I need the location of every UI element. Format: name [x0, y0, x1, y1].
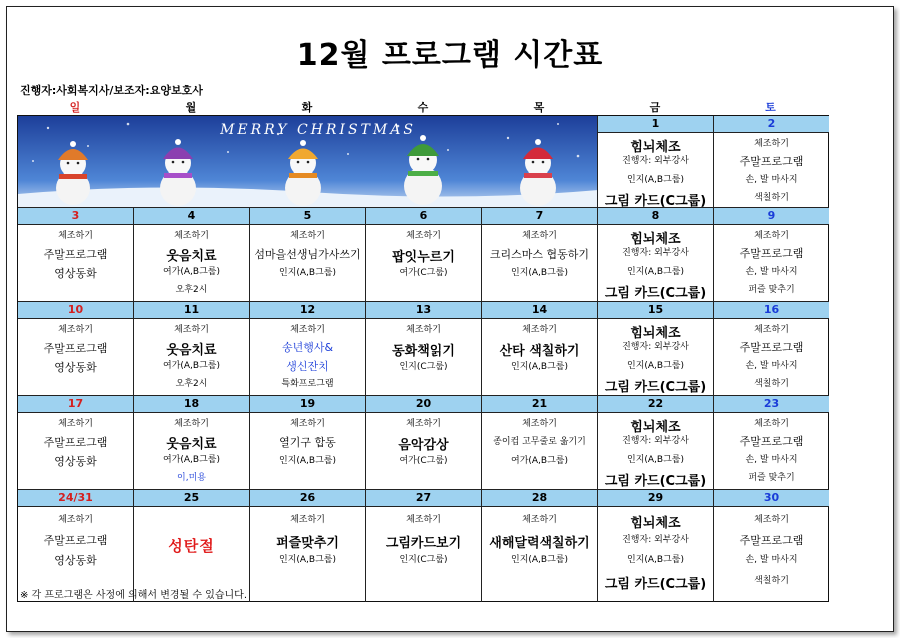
program-text: 인지(C그룹) [399, 555, 448, 565]
program-text: 주말프로그램 [739, 534, 804, 547]
date-number: 17 [18, 396, 133, 413]
program-text: 주말프로그램 [43, 248, 108, 261]
program-text: 힘뇌체조 [630, 232, 681, 247]
program-text: 손, 발 마사지 [745, 361, 798, 371]
program-text: 그림 카드(C그룹) [604, 286, 707, 301]
day-cell [714, 116, 829, 208]
program-text: 인지(C그룹) [399, 362, 448, 372]
program-text: 이,미용 [177, 473, 206, 483]
program-text: 퍼즐 맞추기 [748, 473, 795, 483]
program-text: 인지(A,B그룹) [279, 456, 336, 466]
program-text: 손, 발 마사지 [745, 267, 798, 277]
program-text: 체조하기 [406, 325, 441, 335]
program-text: 주말프로그램 [43, 342, 108, 355]
weekday-5: 금 [649, 101, 661, 114]
day-cell [482, 302, 598, 396]
date-number: 25 [134, 490, 249, 507]
day-cell [598, 208, 714, 302]
day-cell [598, 302, 714, 396]
staff-info: 진행자:사회복지사/보조자:요양보호사 [20, 84, 203, 97]
program-text: 웃음치료 [166, 343, 217, 358]
program-text: 여가(C그룹) [399, 268, 448, 278]
program-text: 특화프로그램 [281, 379, 334, 389]
program-text: 체조하기 [754, 419, 789, 429]
program-text: 색칠하기 [754, 379, 789, 389]
date-number: 4 [134, 208, 249, 225]
day-cell [714, 208, 829, 302]
program-text: 체조하기 [754, 515, 789, 525]
program-text: 생신잔치 [286, 360, 329, 373]
date-number: 29 [598, 490, 713, 507]
program-text: 영상동화 [54, 361, 97, 374]
program-text: 주말프로그램 [739, 435, 804, 448]
program-text: 힘뇌체조 [630, 140, 681, 155]
program-text: 체조하기 [522, 515, 557, 525]
program-text: 인지(A,B그룹) [279, 555, 336, 565]
program-text: 인지(A,B그룹) [511, 268, 568, 278]
program-text: 인지(A,B그룹) [511, 555, 568, 565]
program-text: 영상동화 [54, 554, 97, 567]
day-cell [366, 490, 482, 602]
date-number: 19 [250, 396, 365, 413]
program-text: 새해달력색칠하기 [489, 536, 590, 551]
program-text: 음악감상 [398, 438, 449, 453]
program-text: 체조하기 [754, 325, 789, 335]
day-cell [598, 116, 714, 208]
program-text: 송년행사& [281, 341, 334, 354]
program-text: 힘뇌체조 [630, 516, 681, 531]
day-cell [366, 396, 482, 490]
program-text: 진행자: 외부강사 [622, 248, 689, 258]
date-number: 11 [134, 302, 249, 319]
page-title: 12월 프로그램 시간표 [296, 38, 604, 73]
program-text: 그림카드보기 [385, 536, 462, 551]
program-text: 체조하기 [406, 515, 441, 525]
program-text: 손, 발 마사지 [745, 455, 798, 465]
weekday-6: 토 [765, 101, 776, 114]
date-number: 18 [134, 396, 249, 413]
program-text: 인지(A,B그룹) [627, 361, 684, 371]
program-text: 체조하기 [58, 231, 93, 241]
program-text: 영상동화 [54, 455, 97, 468]
program-text: 체조하기 [522, 419, 557, 429]
program-text: 체조하기 [406, 419, 441, 429]
program-text: 힘뇌체조 [630, 420, 681, 435]
date-number: 27 [366, 490, 481, 507]
weekday-3: 수 [417, 101, 429, 114]
program-text: 체조하기 [290, 515, 325, 525]
date-number: 9 [714, 208, 829, 225]
day-cell [366, 208, 482, 302]
program-text: 동화책읽기 [392, 344, 455, 359]
program-text: 오후2시 [175, 285, 208, 295]
day-cell [250, 208, 366, 302]
day-cell [18, 396, 134, 490]
program-text: 진행자: 외부강사 [622, 535, 689, 545]
program-text: 주말프로그램 [43, 534, 108, 547]
weekday-4: 목 [533, 101, 545, 114]
program-text: 체조하기 [290, 325, 325, 335]
program-text: 퍼즐 맞추기 [748, 285, 795, 295]
program-text: 그림 카드(C그룹) [604, 474, 707, 489]
program-text: 산타 색칠하기 [499, 344, 580, 359]
day-cell [250, 490, 366, 602]
date-number: 21 [482, 396, 597, 413]
program-text: 체조하기 [174, 419, 209, 429]
day-cell [482, 396, 598, 490]
date-number: 24/31 [18, 490, 133, 507]
day-cell [714, 396, 829, 490]
program-text: 손, 발 마사지 [745, 555, 798, 565]
program-text: 인지(A,B그룹) [627, 455, 684, 465]
day-cell [134, 396, 250, 490]
program-text: 인지(A,B그룹) [279, 268, 336, 278]
program-text: 체조하기 [754, 231, 789, 241]
day-cell [714, 490, 829, 602]
date-number: 10 [18, 302, 133, 319]
day-cell [18, 302, 134, 396]
day-cell [482, 208, 598, 302]
date-number: 8 [598, 208, 713, 225]
date-number: 14 [482, 302, 597, 319]
program-text: 체조하기 [522, 231, 557, 241]
date-number: 7 [482, 208, 597, 225]
weekday-1: 월 [185, 101, 197, 114]
program-text: 체조하기 [406, 231, 441, 241]
day-cell [134, 302, 250, 396]
program-text: 여가(A,B그룹) [163, 361, 220, 371]
program-text: 체조하기 [174, 231, 209, 241]
program-text: 인지(A,B그룹) [627, 175, 684, 185]
program-text: 주말프로그램 [43, 436, 108, 449]
program-text: 그림 카드(C그룹) [604, 577, 707, 592]
program-text: 웃음치료 [166, 249, 217, 264]
program-text: 섬마을선생님가사쓰기 [254, 248, 361, 261]
program-text: 체조하기 [58, 325, 93, 335]
program-text: 체조하기 [522, 325, 557, 335]
program-text: 팝잇누르기 [392, 250, 455, 265]
program-text: 진행자: 외부강사 [622, 342, 689, 352]
program-text: 여가(A,B그룹) [511, 456, 568, 466]
christmas-banner [18, 116, 598, 208]
program-text: 여가(A,B그룹) [163, 455, 220, 465]
day-cell [482, 490, 598, 602]
date-number: 20 [366, 396, 481, 413]
footnote: ※ 각 프로그램은 사정에 의해서 변경될 수 있습니다. [20, 590, 248, 601]
program-text: 웃음치료 [166, 437, 217, 452]
program-text: 손, 발 마사지 [745, 175, 798, 185]
day-cell [18, 208, 134, 302]
date-number: 23 [714, 396, 829, 413]
program-text: 체조하기 [58, 515, 93, 525]
program-text: 색칠하기 [754, 576, 789, 586]
banner-text: MERRY CHRISTMAS [220, 122, 416, 138]
day-cell [366, 302, 482, 396]
program-text: 그림 카드(C그룹) [604, 194, 707, 208]
date-number: 5 [250, 208, 365, 225]
program-text: 체조하기 [290, 231, 325, 241]
program-text: 인지(A,B그룹) [627, 267, 684, 277]
program-text: 여가(C그룹) [399, 456, 448, 466]
program-text: 체조하기 [58, 419, 93, 429]
date-number: 30 [714, 490, 829, 507]
weekday-0: 일 [69, 101, 81, 114]
program-text: 체조하기 [754, 139, 789, 149]
date-number: 13 [366, 302, 481, 319]
program-text: 그림 카드(C그룹) [604, 380, 707, 395]
day-cell [250, 396, 366, 490]
program-text: 힘뇌체조 [630, 326, 681, 341]
program-text: 색칠하기 [754, 193, 789, 203]
program-text: 크리스마스 협동하기 [489, 248, 590, 261]
date-number: 1 [598, 116, 713, 133]
date-number: 26 [250, 490, 365, 507]
program-text: 열기구 합동 [279, 436, 336, 449]
date-number: 28 [482, 490, 597, 507]
date-number: 3 [18, 208, 133, 225]
program-text: 오후2시 [175, 379, 208, 389]
day-cell [714, 302, 829, 396]
program-text: 여가(A,B그룹) [163, 267, 220, 277]
program-text: 종이컵 고무줄로 옮기기 [493, 437, 586, 447]
date-number: 16 [714, 302, 829, 319]
program-text: 체조하기 [174, 325, 209, 335]
program-text: 영상동화 [54, 267, 97, 280]
program-text: 진행자: 외부강사 [622, 156, 689, 166]
program-text: 주말프로그램 [739, 341, 804, 354]
snowmen-illustration [18, 116, 598, 208]
date-number: 15 [598, 302, 713, 319]
date-number: 6 [366, 208, 481, 225]
program-text: 인지(A,B그룹) [627, 555, 684, 565]
program-text: 주말프로그램 [739, 155, 804, 168]
program-text: 진행자: 외부강사 [622, 436, 689, 446]
program-text: 체조하기 [290, 419, 325, 429]
date-number: 2 [714, 116, 829, 133]
date-number: 22 [598, 396, 713, 413]
day-cell [598, 396, 714, 490]
day-cell [598, 490, 714, 602]
weekday-2: 화 [301, 101, 313, 114]
program-text: 인지(A,B그룹) [511, 362, 568, 372]
day-cell [134, 208, 250, 302]
day-cell [250, 302, 366, 396]
date-number: 12 [250, 302, 365, 319]
program-text: 퍼즐맞추기 [276, 536, 339, 551]
program-text: 성탄절 [168, 537, 215, 555]
schedule-grid [17, 115, 829, 602]
program-text: 주말프로그램 [739, 247, 804, 260]
